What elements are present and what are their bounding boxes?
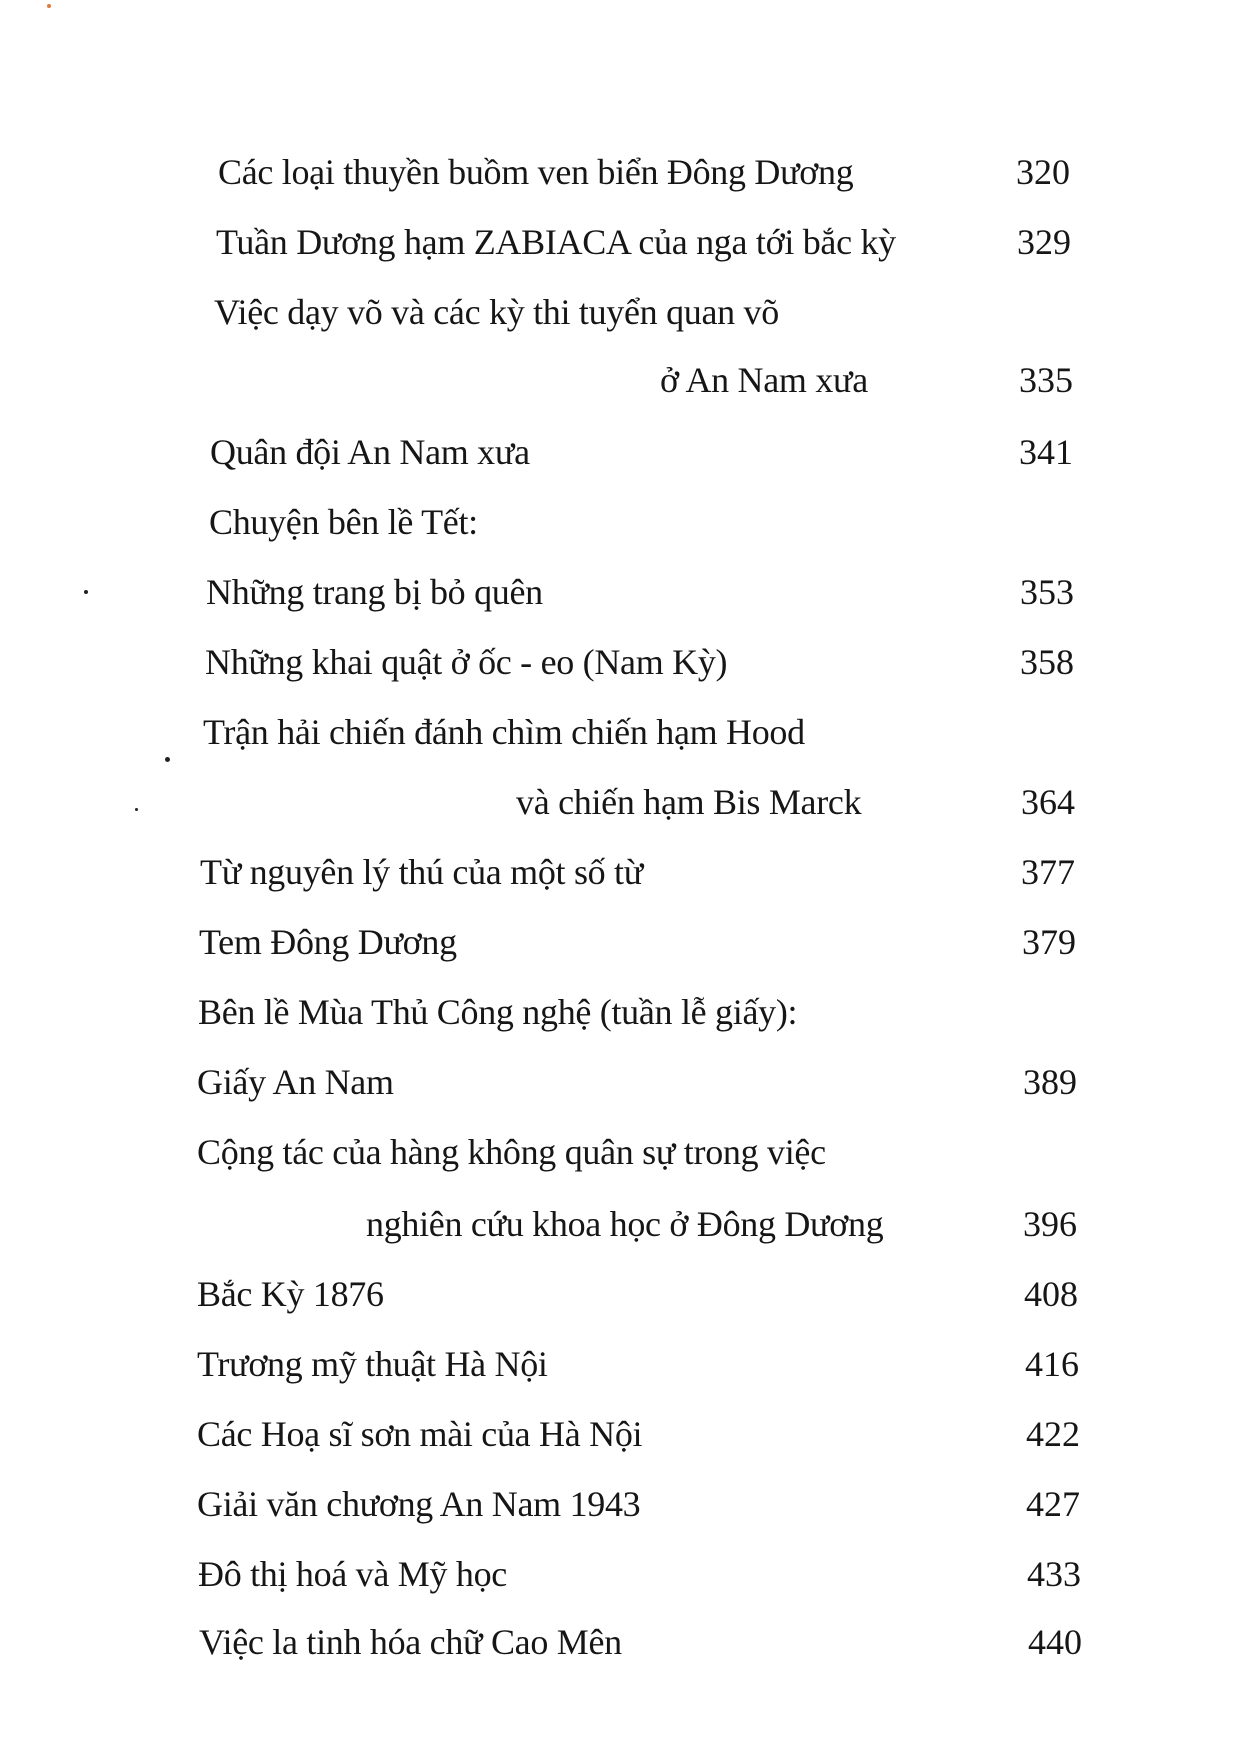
- toc-entry-page: 396: [1023, 1204, 1077, 1244]
- toc-entry-page: 379: [1022, 922, 1076, 962]
- toc-entry-title: Giấy An Nam: [197, 1062, 394, 1102]
- scan-speck: [135, 808, 138, 811]
- toc-entry-title: và chiến hạm Bis Marck: [516, 782, 862, 822]
- scan-speck: [47, 4, 51, 8]
- toc-entry-title: Trương mỹ thuật Hà Nội: [197, 1344, 548, 1384]
- toc-entry-page: 341: [1019, 432, 1073, 472]
- toc-entry-page: 358: [1020, 642, 1074, 682]
- toc-entry-page: 353: [1020, 572, 1074, 612]
- toc-entry-title: Việc dạy võ và các kỳ thi tuyển quan võ: [214, 292, 779, 332]
- toc-entry-title: Giải văn chương An Nam 1943: [197, 1484, 641, 1524]
- toc-entry-page: 408: [1024, 1274, 1078, 1314]
- toc-entry-page: 335: [1019, 360, 1073, 400]
- scan-speck: [84, 590, 88, 594]
- toc-entry-title: Từ nguyên lý thú của một số từ: [200, 852, 643, 892]
- toc-entry-page: 416: [1025, 1344, 1079, 1384]
- toc-entry-title: Cộng tác của hàng không quân sự trong việc: [197, 1132, 826, 1172]
- toc-entry-page: 440: [1028, 1622, 1082, 1662]
- toc-entry-page: 427: [1026, 1484, 1080, 1524]
- toc-entry-page: 422: [1026, 1414, 1080, 1454]
- toc-entry-page: 433: [1027, 1554, 1081, 1594]
- toc-entry-page: 320: [1016, 152, 1070, 192]
- toc-entry-title: Tuần Dương hạm ZABIACA của nga tới bắc kỳ: [216, 222, 896, 262]
- toc-section-heading: Bên lề Mùa Thủ Công nghệ (tuần lễ giấy):: [198, 992, 798, 1032]
- scan-speck: [165, 757, 170, 762]
- toc-entry-title: Đô thị hoá và Mỹ học: [198, 1554, 507, 1594]
- toc-entry-page: 329: [1017, 222, 1071, 262]
- toc-entry-title: Những khai quật ở ốc - eo (Nam Kỳ): [205, 642, 728, 682]
- toc-entry-title: Tem Đông Dương: [199, 922, 457, 962]
- toc-entry-title: nghiên cứu khoa học ở Đông Dương: [366, 1204, 884, 1244]
- toc-entry-title: Các loại thuyền buồm ven biển Đông Dương: [218, 152, 854, 192]
- toc-entry-title: Trận hải chiến đánh chìm chiến hạm Hood: [203, 712, 805, 752]
- toc-entry-title: Những trang bị bỏ quên: [206, 572, 543, 612]
- toc-entry-title: ở An Nam xưa: [660, 360, 868, 400]
- toc-entry-title: Quân đội An Nam xưa: [210, 432, 530, 472]
- toc-entry-page: 389: [1023, 1062, 1077, 1102]
- toc-entry-title: Các Hoạ sĩ sơn mài của Hà Nội: [197, 1414, 643, 1454]
- toc-entry-page: 377: [1021, 852, 1075, 892]
- toc-entry-title: Việc la tinh hóa chữ Cao Mên: [199, 1622, 622, 1662]
- toc-entry-title: Bắc Kỳ 1876: [197, 1274, 384, 1314]
- toc-section-heading: Chuyện bên lề Tết:: [209, 502, 478, 542]
- toc-entry-page: 364: [1021, 782, 1075, 822]
